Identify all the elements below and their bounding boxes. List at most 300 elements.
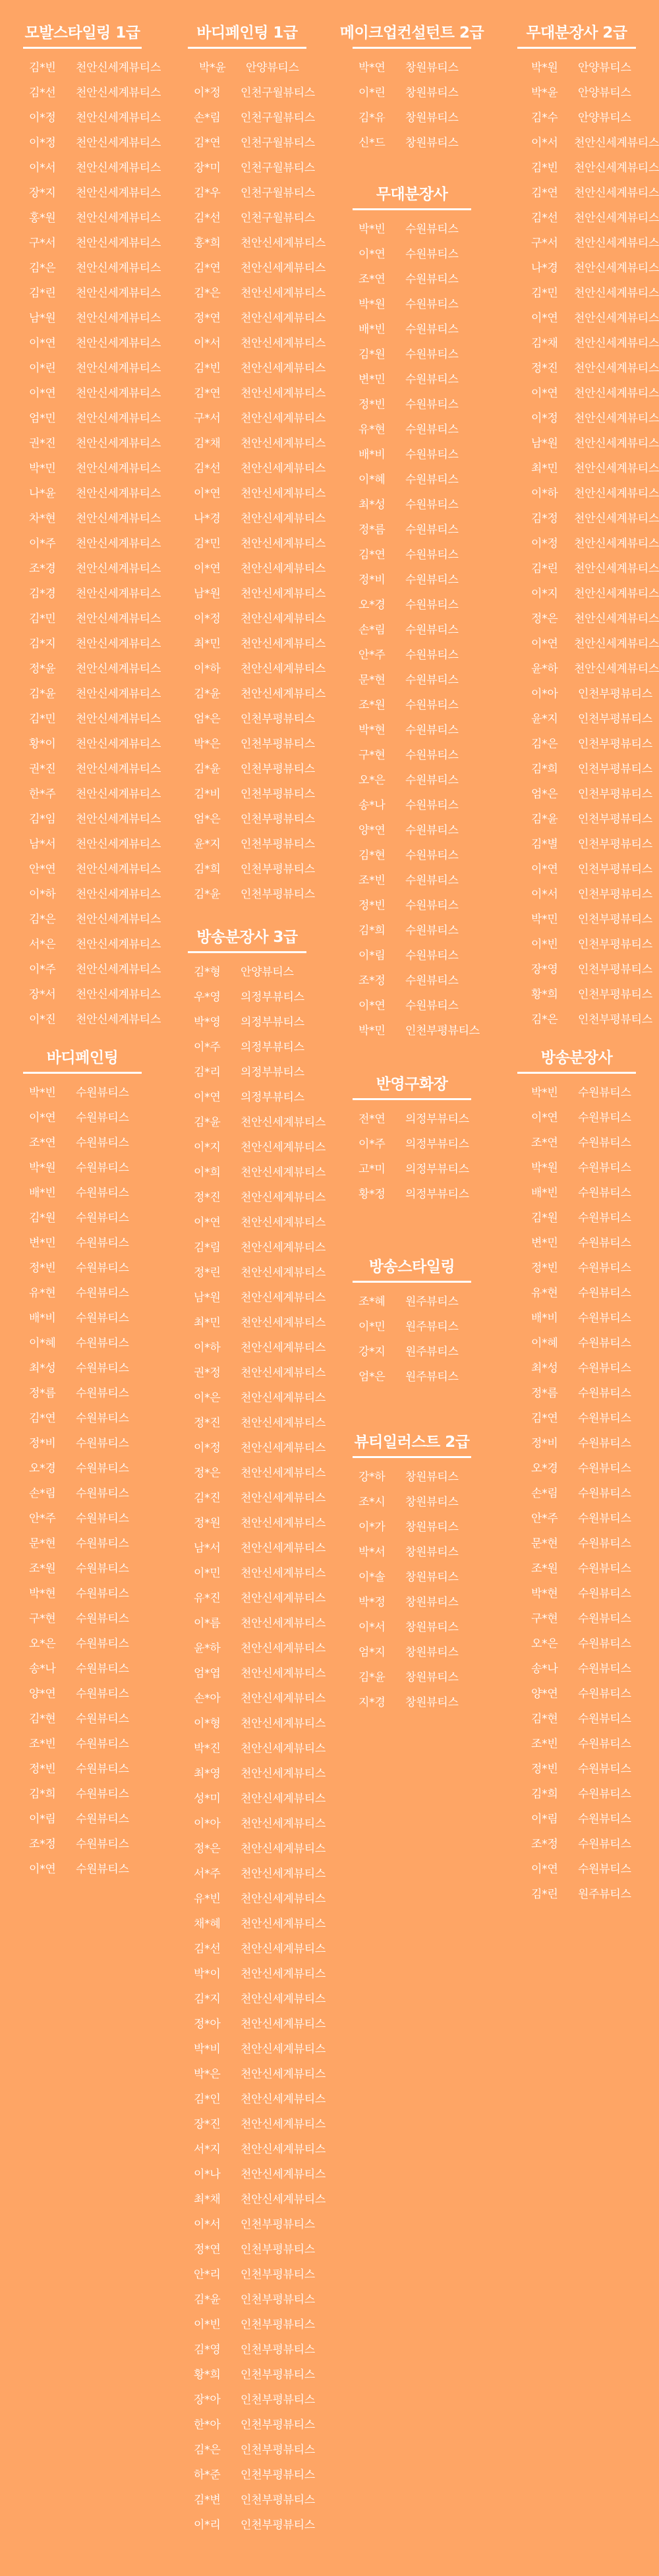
list-item [330,442,494,467]
section [165,921,330,2538]
list-item [165,1411,330,1436]
school-name: 수원뷰티스 [405,924,459,937]
school-name: 인천부평뷰티스 [578,838,652,851]
student-name: 김*민 [194,537,221,550]
list-item [330,1018,494,1043]
list-item [165,156,330,181]
student-name: 박*빈 [29,1086,56,1099]
student-name: 김*선 [194,1943,221,1956]
school-name: 수원뷰티스 [76,1788,129,1801]
list-item [165,1511,330,1536]
list-item [165,1836,330,1861]
student-name: 박*민 [29,462,56,475]
list-item [165,206,330,231]
student-name: 김*진 [194,1492,221,1505]
school-name: 창원뷰티스 [405,1596,459,1609]
school-name: 수원뷰티스 [405,699,459,712]
school-name: 수원뷰티스 [578,1763,631,1776]
student-name: 박*은 [194,2068,221,2081]
list-item [0,657,165,682]
list-item [0,1431,165,1456]
list-item [0,1732,165,1757]
student-name: 최*성 [358,498,386,512]
school-name: 천안신세계뷰티스 [76,637,161,651]
school-name: 천안신세계뷰티스 [241,1642,326,1655]
section-title-underline [23,1072,142,1074]
student-name: 강*지 [358,1345,386,1359]
school-name: 인천구월뷰티스 [241,161,315,175]
list-item [494,1782,659,1807]
school-name: 수원뷰티스 [405,323,459,336]
school-name: 수원뷰티스 [405,573,459,587]
list-item [165,2387,330,2413]
section-title-text: 방송분장사 [540,1049,613,1067]
list-item [330,1540,494,1565]
list-item [494,832,659,857]
school-name: 수원뷰티스 [76,1763,129,1776]
section-title-text: 뷰티일러스트 2급 [354,1434,470,1451]
school-name: 수원뷰티스 [405,599,459,612]
list-item [165,2162,330,2187]
school-name: 수원뷰티스 [578,1387,631,1400]
student-name: 배*빈 [531,1186,558,1200]
student-name: 김*형 [194,966,221,979]
list-item [165,1436,330,1461]
student-name: 최*성 [29,1362,56,1375]
student-name: 서*지 [194,2143,221,2156]
student-name: 이*연 [194,487,221,500]
school-name: 천안신세계뷰티스 [241,1567,326,1580]
school-name: 수원뷰티스 [578,1136,631,1150]
list-item [494,406,659,431]
school-name: 인천구월뷰티스 [241,187,315,200]
school-name: 수원뷰티스 [76,1212,129,1225]
list-item [494,782,659,807]
school-name: 수원뷰티스 [76,1086,129,1099]
school-name: 천안신세계뷰티스 [574,462,659,475]
student-name: 엄*지 [358,1646,386,1659]
school-name: 수원뷰티스 [578,1687,631,1701]
list-item [330,1690,494,1715]
student-name: 이*혜 [531,1337,558,1350]
student-name: 이*주 [358,1138,386,1151]
school-name: 수원뷰티스 [405,298,459,311]
list-item [330,1289,494,1314]
school-name: 천안신세계뷰티스 [76,713,161,726]
student-name: 박*원 [531,1161,558,1175]
student-name: 송*나 [531,1662,558,1676]
student-name: 안*리 [194,2268,221,2281]
school-name: 수원뷰티스 [578,1412,631,1425]
student-name: 김*영 [194,2343,221,2356]
student-name: 황*이 [29,738,56,751]
school-name: 천안신세계뷰티스 [76,212,161,225]
section [330,1068,494,1207]
student-name: 박*현 [531,1587,558,1600]
school-name: 인천부평뷰티스 [241,713,315,726]
school-name: 천안신세계뷰티스 [241,1867,326,1881]
student-name: 정*빈 [358,398,386,411]
school-name: 수원뷰티스 [405,649,459,662]
student-name: 유*현 [358,423,386,436]
school-name: 천안신세계뷰티스 [76,888,161,901]
student-name: 이*서 [531,888,558,901]
student-name: 양*연 [531,1687,558,1701]
student-name: 장*영 [531,963,558,976]
school-name: 천안신세계뷰티스 [76,587,161,600]
list-item [330,467,494,492]
student-name: 오*은 [29,1637,56,1651]
school-name: 천안신세계뷰티스 [241,487,326,500]
school-name: 원주뷰티스 [405,1370,459,1384]
list-item [0,857,165,882]
student-name: 문*현 [531,1537,558,1550]
list-item [330,668,494,693]
student-name: 김*선 [194,462,221,475]
student-name: 이*아 [531,688,558,701]
school-name: 수원뷰티스 [578,1111,631,1125]
student-name: 채*혜 [194,1917,221,1931]
school-name: 수원뷰티스 [578,1612,631,1625]
list-item [165,1912,330,1937]
student-name: 최*영 [194,1767,221,1780]
school-name: 수원뷰티스 [578,1161,631,1175]
student-name: 박*현 [29,1587,56,1600]
list-item [330,568,494,593]
section-title [330,16,494,53]
student-name: 오*경 [29,1462,56,1475]
list-item [0,631,165,657]
school-name: 수원뷰티스 [578,1738,631,1751]
student-name: 김*채 [194,437,221,450]
student-name: 우*영 [194,991,221,1004]
list-item [165,1611,330,1636]
school-name: 천안신세계뷰티스 [241,1191,326,1204]
list-item [0,331,165,356]
student-name: 구*서 [194,412,221,425]
list-item [0,982,165,1007]
student-name: 이*연 [29,337,56,350]
school-name: 수원뷰티스 [578,1637,631,1651]
school-name: 인천부평뷰티스 [578,988,652,1001]
student-name: 이*연 [531,387,558,400]
student-name: 남*원 [29,312,56,325]
school-name: 수원뷰티스 [405,624,459,637]
list-item [330,242,494,267]
school-name: 원주뷰티스 [405,1295,459,1308]
student-name: 서*주 [194,1867,221,1881]
name-list [494,53,659,1032]
student-name: 이*혜 [358,473,386,486]
student-name: 엄*은 [194,813,221,826]
student-name: 이*연 [531,312,558,325]
student-name: 이*서 [194,2218,221,2231]
school-name: 천안신세계뷰티스 [76,237,161,250]
school-name: 인천부평뷰티스 [241,813,315,826]
list-item [494,1581,659,1606]
list-item [165,481,330,506]
list-item [0,356,165,381]
school-name: 수원뷰티스 [405,248,459,261]
school-name: 천안신세계뷰티스 [241,1116,326,1129]
list-item [0,732,165,757]
student-name: 홍*원 [29,212,56,225]
school-name: 천안신세계뷰티스 [241,287,326,300]
section-title-underline [517,1072,636,1074]
student-name: 김*비 [194,788,221,801]
list-item [165,2087,330,2112]
school-name: 수원뷰티스 [76,1362,129,1375]
school-name: 수원뷰티스 [578,1537,631,1550]
school-name: 인천부평뷰티스 [578,863,652,876]
student-name: 오*경 [531,1462,558,1475]
student-name: 박*이 [194,1968,221,1981]
student-name: 김*윤 [531,813,558,826]
student-name: 박*윤 [531,86,558,100]
list-item [330,1615,494,1640]
school-name: 수원뷰티스 [76,1863,129,1876]
student-name: 양*연 [358,824,386,837]
list-item [330,1465,494,1490]
section-title-underline [353,1281,471,1283]
school-name: 수원뷰티스 [405,949,459,962]
student-name: 김*원 [29,1212,56,1225]
list-item [0,757,165,782]
list-item [165,1887,330,1912]
school-name: 천안신세계뷰티스 [76,938,161,951]
student-name: 유*현 [531,1287,558,1300]
school-name: 인천부평뷰티스 [241,2368,315,2382]
student-name: 김*연 [194,136,221,150]
school-name: 천안신세계뷰티스 [76,562,161,575]
student-name: 유*현 [29,1287,56,1300]
list-item [0,832,165,857]
student-name: 구*현 [531,1612,558,1625]
list-item [165,1035,330,1060]
school-name: 수원뷰티스 [578,1287,631,1300]
student-name: 나*윤 [29,487,56,500]
student-name: 정*비 [531,1437,558,1450]
list-item [0,1832,165,1857]
list-item [165,2037,330,2062]
student-name: 김*은 [194,2444,221,2457]
list-item [0,1281,165,1306]
student-name: 이*정 [29,111,56,125]
school-name: 원주뷰티스 [405,1320,459,1333]
school-name: 천안신세계뷰티스 [76,863,161,876]
student-name: 이*연 [358,248,386,261]
student-name: 이*형 [194,1717,221,1730]
school-name: 천안신세계뷰티스 [241,2143,326,2156]
section-title-underline [23,47,142,49]
student-name: 김*선 [194,212,221,225]
student-name: 정*원 [194,1517,221,1530]
school-name: 천안신세계뷰티스 [574,437,659,450]
school-name: 수원뷰티스 [405,223,459,236]
school-name: 천안신세계뷰티스 [574,312,659,325]
student-name: 김*린 [531,1888,558,1901]
student-name: 전*연 [358,1113,386,1126]
list-item [494,381,659,406]
student-name: 김*희 [194,863,221,876]
list-item [0,1682,165,1707]
student-name: 이*빈 [531,938,558,951]
list-item [330,1490,494,1515]
list-item [165,606,330,631]
school-name: 인천부평뷰티스 [578,788,652,801]
school-name: 수원뷰티스 [76,1612,129,1625]
school-name: 수원뷰티스 [405,498,459,512]
school-name: 천안신세계뷰티스 [574,287,659,300]
school-name: 천안신세계뷰티스 [241,2168,326,2181]
school-name: 인천구월뷰티스 [241,136,315,150]
school-name: 수원뷰티스 [76,1562,129,1575]
student-name: 정*빈 [358,899,386,912]
school-name: 천안신세계뷰티스 [76,287,161,300]
school-name: 천안신세계뷰티스 [76,187,161,200]
list-item [330,392,494,417]
school-name: 천안신세계뷰티스 [241,562,326,575]
school-name: 인천부평뷰티스 [241,2268,315,2281]
school-name: 원주뷰티스 [405,1345,459,1359]
list-item [165,131,330,156]
school-name: 천안신세계뷰티스 [241,1291,326,1304]
student-name: 이*정 [29,136,56,150]
student-name: 박*진 [194,1742,221,1755]
student-name: 박*윤 [199,61,226,74]
student-name: 이*정 [531,412,558,425]
list-item [494,1757,659,1782]
student-name: 엄*민 [29,412,56,425]
student-name: 정*빈 [29,1262,56,1275]
school-name: 천안신세계뷰티스 [76,788,161,801]
list-item [494,506,659,531]
list-item [165,2287,330,2312]
student-name: 유*빈 [194,1892,221,1906]
list-item [494,105,659,131]
school-name: 천안신세계뷰티스 [76,487,161,500]
section [494,1041,659,1907]
school-name: 수원뷰티스 [76,1237,129,1250]
school-name: 인천부평뷰티스 [241,2444,315,2457]
school-name: 천안신세계뷰티스 [241,437,326,450]
student-name: 정*연 [194,2243,221,2256]
list-item [0,1807,165,1832]
school-name: 천안신세계뷰티스 [241,1968,326,1981]
student-name: 배*빈 [29,1186,56,1200]
student-name: 신*드 [358,136,386,150]
list-item [494,606,659,631]
name-list [330,1104,494,1207]
school-name: 의정부뷰티스 [241,1016,304,1029]
school-name: 천안신세계뷰티스 [76,988,161,1001]
school-name: 천안신세계뷰티스 [241,1417,326,1430]
school-name: 천안신세계뷰티스 [241,1667,326,1680]
student-name: 김*빈 [531,161,558,175]
list-item [0,807,165,832]
school-name: 수원뷰티스 [578,1186,631,1200]
school-name: 천안신세계뷰티스 [241,2118,326,2131]
list-item [494,1281,659,1306]
section [330,1426,494,1715]
school-name: 천안신세계뷰티스 [574,262,659,275]
list-item [494,932,659,957]
student-name: 조*원 [29,1562,56,1575]
student-name: 조*연 [358,273,386,286]
student-name: 정*빈 [531,1763,558,1776]
school-name: 수원뷰티스 [578,1262,631,1275]
student-name: 구*현 [358,749,386,762]
list-item [165,1361,330,1386]
school-name: 수원뷰티스 [578,1212,631,1225]
list-item [0,55,165,80]
school-name: 천안신세계뷰티스 [76,61,161,74]
list-item [165,1686,330,1711]
school-name: 안양뷰티스 [578,86,631,100]
section [330,178,494,1043]
student-name: 윤*지 [194,838,221,851]
school-name: 수원뷰티스 [76,1662,129,1676]
school-name: 수원뷰티스 [578,1838,631,1851]
student-name: 김*은 [194,287,221,300]
list-item [165,556,330,581]
list-item [494,1481,659,1506]
list-item [330,643,494,668]
list-item [494,581,659,606]
student-name: 정*린 [194,1266,221,1279]
list-item [494,682,659,707]
list-item [0,1631,165,1656]
list-item [494,1406,659,1431]
student-name: 이*연 [531,1111,558,1125]
list-item [494,1105,659,1130]
list-item [494,1356,659,1381]
name-list [165,957,330,2538]
section-title-underline [353,47,471,49]
list-item [165,1486,330,1511]
school-name: 천안신세계뷰티스 [76,688,161,701]
school-name: 인천부평뷰티스 [241,2243,315,2256]
section-title-text: 반영구화장 [376,1076,448,1093]
list-item [0,206,165,231]
school-name: 천안신세계뷰티스 [241,1742,326,1755]
school-name: 수원뷰티스 [76,1487,129,1500]
list-item [330,1182,494,1207]
student-name: 김*선 [531,212,558,225]
section [0,16,165,1032]
student-name: 이*연 [531,637,558,651]
school-name: 인천부평뷰티스 [241,738,315,751]
student-name: 이*진 [29,1013,56,1026]
student-name: 조*경 [29,562,56,575]
student-name: 김*연 [531,187,558,200]
list-item [0,1531,165,1556]
list-item [0,1757,165,1782]
list-item [330,367,494,392]
list-item [494,1682,659,1707]
school-name: 수원뷰티스 [405,749,459,762]
school-name: 수원뷰티스 [405,398,459,411]
student-name: 최*민 [194,1316,221,1330]
student-name: 변*민 [29,1237,56,1250]
list-item [165,1987,330,2012]
list-item [330,131,494,156]
school-name: 천안신세계뷰티스 [574,187,659,200]
school-name: 수원뷰티스 [405,423,459,436]
student-name: 정*진 [531,362,558,375]
school-name: 천안신세계뷰티스 [76,462,161,475]
name-list [0,1078,165,1882]
